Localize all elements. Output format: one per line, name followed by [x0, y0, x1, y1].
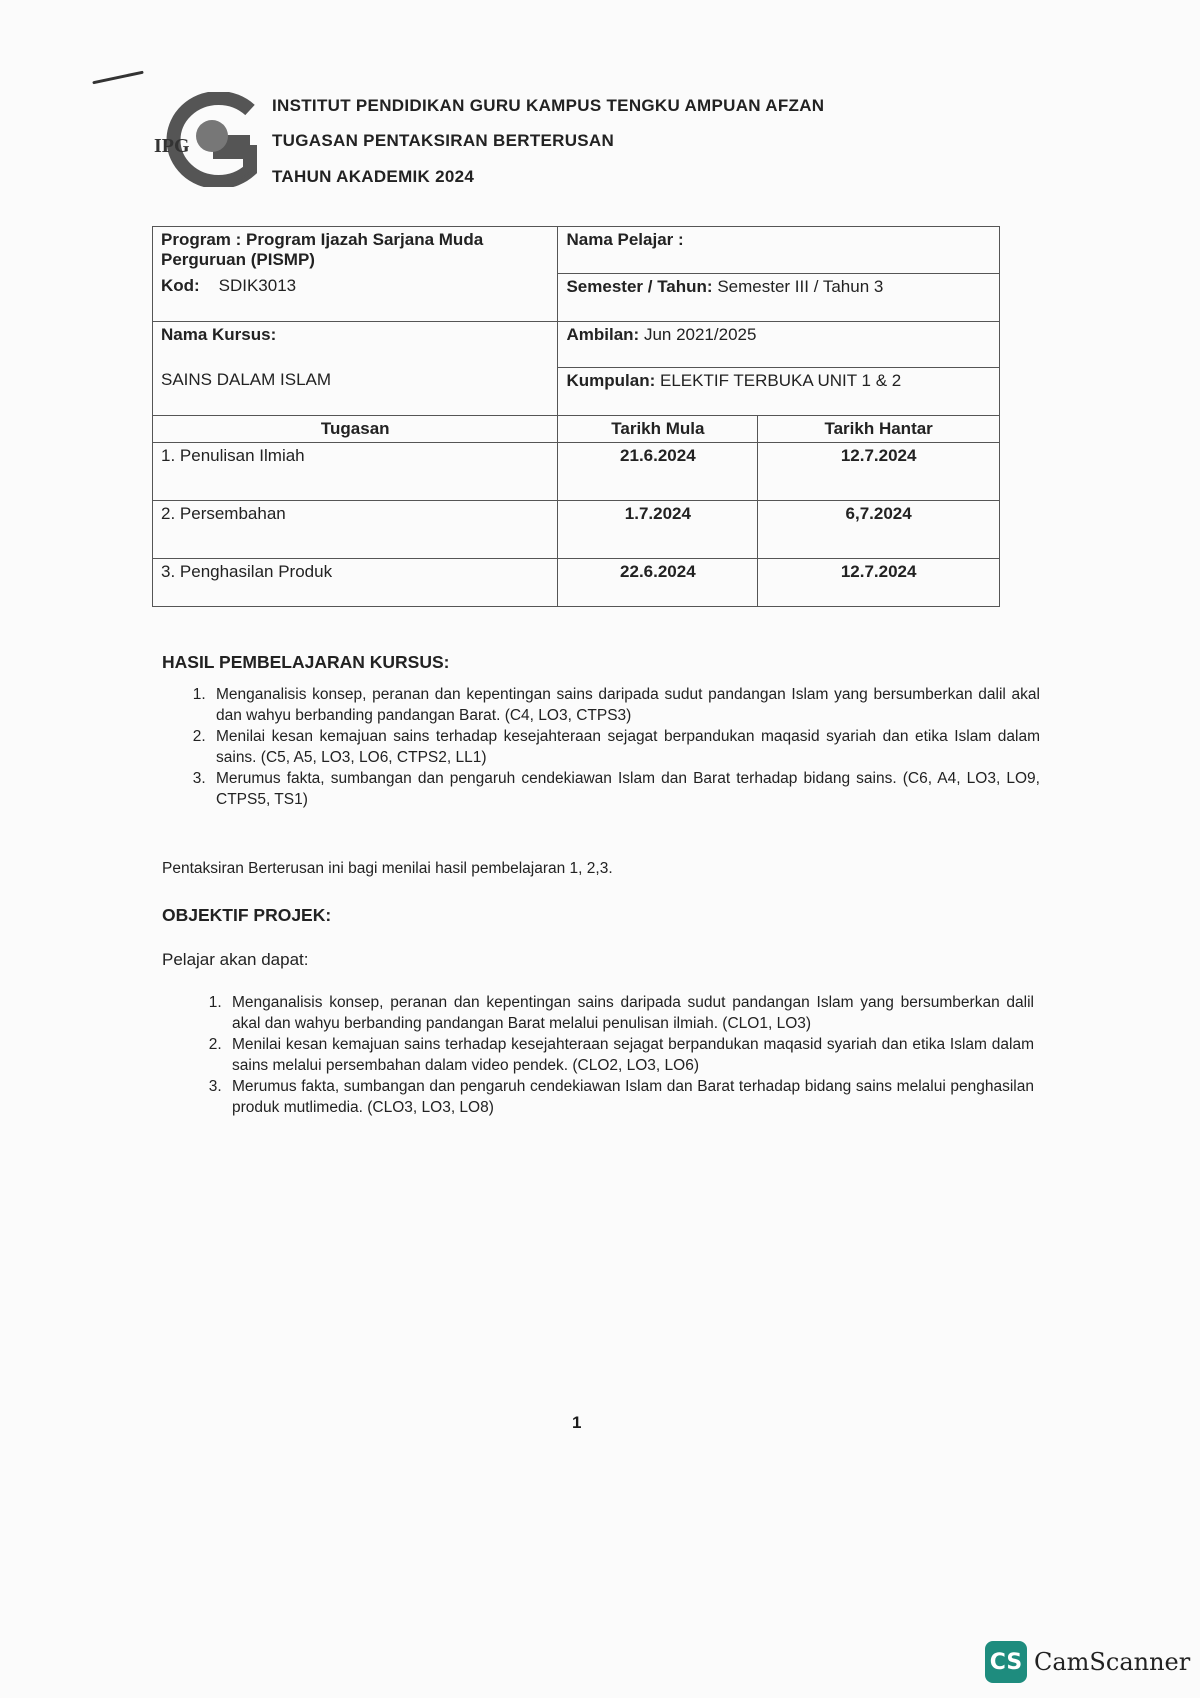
page-number: 1: [572, 1413, 582, 1432]
semester-value: Semester III / Tahun 3: [717, 276, 884, 296]
assessment-note: Pentaksiran Berterusan ini bagi menilai hasil pembelajaran 1, 2,3.: [162, 860, 613, 877]
assessment-title: TUGASAN PENTAKSIRAN BERTERUSAN: [272, 131, 615, 150]
code-cell: [153, 273, 558, 321]
task-due-date: 12.7.2024: [758, 558, 1000, 606]
institute-name: INSTITUT PENDIDIKAN GURU KAMPUS TENGKU AMPUAN AFZAN: [272, 96, 825, 115]
table-row: [153, 500, 1000, 558]
student-name-cell: [558, 227, 1000, 274]
semester-cell: [558, 273, 1000, 321]
logo-text: IPG: [154, 135, 190, 157]
course-name-label: Nama Kursus:: [161, 324, 277, 344]
stray-pen-mark: [92, 71, 143, 85]
course-name-cell: [153, 321, 558, 367]
table-row: [153, 558, 1000, 606]
objectives-intro: Pelajar akan dapat:: [162, 950, 309, 969]
camscanner-logo-icon: CS: [985, 1641, 1027, 1683]
task-name: 3. Penghasilan Produk: [153, 558, 558, 606]
list-item: 1. Menganalisis konsep, peranan dan kepentingan sains daripada sudut pandangan Islam yang bersumberkan dalil akal dan wahyu berbanding pandangan Barat. (C4, LO3, CTPS3): [210, 684, 1040, 726]
task-due-date: 6,7.2024: [758, 500, 1000, 558]
header-tarikh-mula: Tarikh Mula: [558, 415, 758, 442]
project-objectives-title: OBJEKTIF PROJEK:: [162, 905, 332, 925]
code-value: SDIK3013: [218, 276, 297, 295]
table-row: [153, 442, 1000, 500]
group-value: ELEKTIF TERBUKA UNIT 1 & 2: [659, 370, 902, 390]
code-label: Kod:: [161, 276, 200, 295]
task-start-date: 21.6.2024: [558, 442, 758, 500]
course-name-value-cell: [153, 367, 558, 415]
task-name: 1. Penulisan Ilmiah: [153, 442, 558, 500]
task-start-date: 1.7.2024: [558, 500, 758, 558]
header-tarikh-hantar: Tarikh Hantar: [758, 415, 1000, 442]
intake-value: Jun 2021/2025: [643, 324, 757, 344]
group-cell: [558, 367, 1000, 415]
intake-cell: [558, 321, 1000, 367]
program-cell: [153, 227, 558, 274]
list-item: 2. Menilai kesan kemajuan sains terhadap kesejahteraan sejagat berpandukan maqasid syariah dan etika Islam dalam sains melalui persembahan dalam video pendek. (CLO2, LO3, LO6): [226, 1034, 1034, 1076]
camscanner-watermark: CamScanner: [1034, 1648, 1191, 1676]
course-name-value: SAINS DALAM ISLAM: [161, 370, 332, 389]
semester-label: Semester / Tahun:: [566, 276, 713, 296]
learning-outcomes-title: HASIL PEMBELAJARAN KURSUS:: [162, 652, 450, 672]
list-item: 3. Merumus fakta, sumbangan dan pengaruh cendekiawan Islam dan Barat terhadap bidang sains melalui penghasilan produk mutlimedia. (CLO3, LO3, LO8): [226, 1076, 1034, 1118]
intake-label: Ambilan:: [566, 324, 640, 344]
ipg-logo-icon: [150, 92, 260, 187]
task-name: 2. Persembahan: [153, 500, 558, 558]
program-label: Program :: [161, 230, 242, 249]
student-name-label: Nama Pelajar :: [566, 230, 684, 249]
program-value: Program Ijazah Sarjana Muda Perguruan (PISMP): [161, 230, 484, 269]
list-item: 1. Menganalisis konsep, peranan dan kepentingan sains daripada sudut pandangan Islam yang bersumberkan dalil akal dan wahyu berbanding pandangan Barat melalui penulisan ilmiah. (CLO1, LO3): [226, 992, 1034, 1034]
group-label: Kumpulan:: [566, 370, 656, 390]
list-item: 3. Merumus fakta, sumbangan dan pengaruh cendekiawan Islam dan Barat terhadap bidang sains. (C6, A4, LO3, LO9, CTPS5, TS1): [210, 768, 1040, 810]
course-info-table: [152, 226, 1000, 607]
task-due-date: 12.7.2024: [758, 442, 1000, 500]
academic-year: TAHUN AKADEMIK 2024: [272, 167, 475, 186]
learning-outcomes-list: [180, 684, 1040, 810]
project-objectives-list: [196, 992, 1034, 1118]
header-tugasan: Tugasan: [153, 415, 558, 442]
list-item: 2. Menilai kesan kemajuan sains terhadap kesejahteraan sejagat berpandukan maqasid syariah dan etika Islam dalam sains. (C5, A5, LO3, LO6, CTPS2, LL1): [210, 726, 1040, 768]
task-start-date: 22.6.2024: [558, 558, 758, 606]
